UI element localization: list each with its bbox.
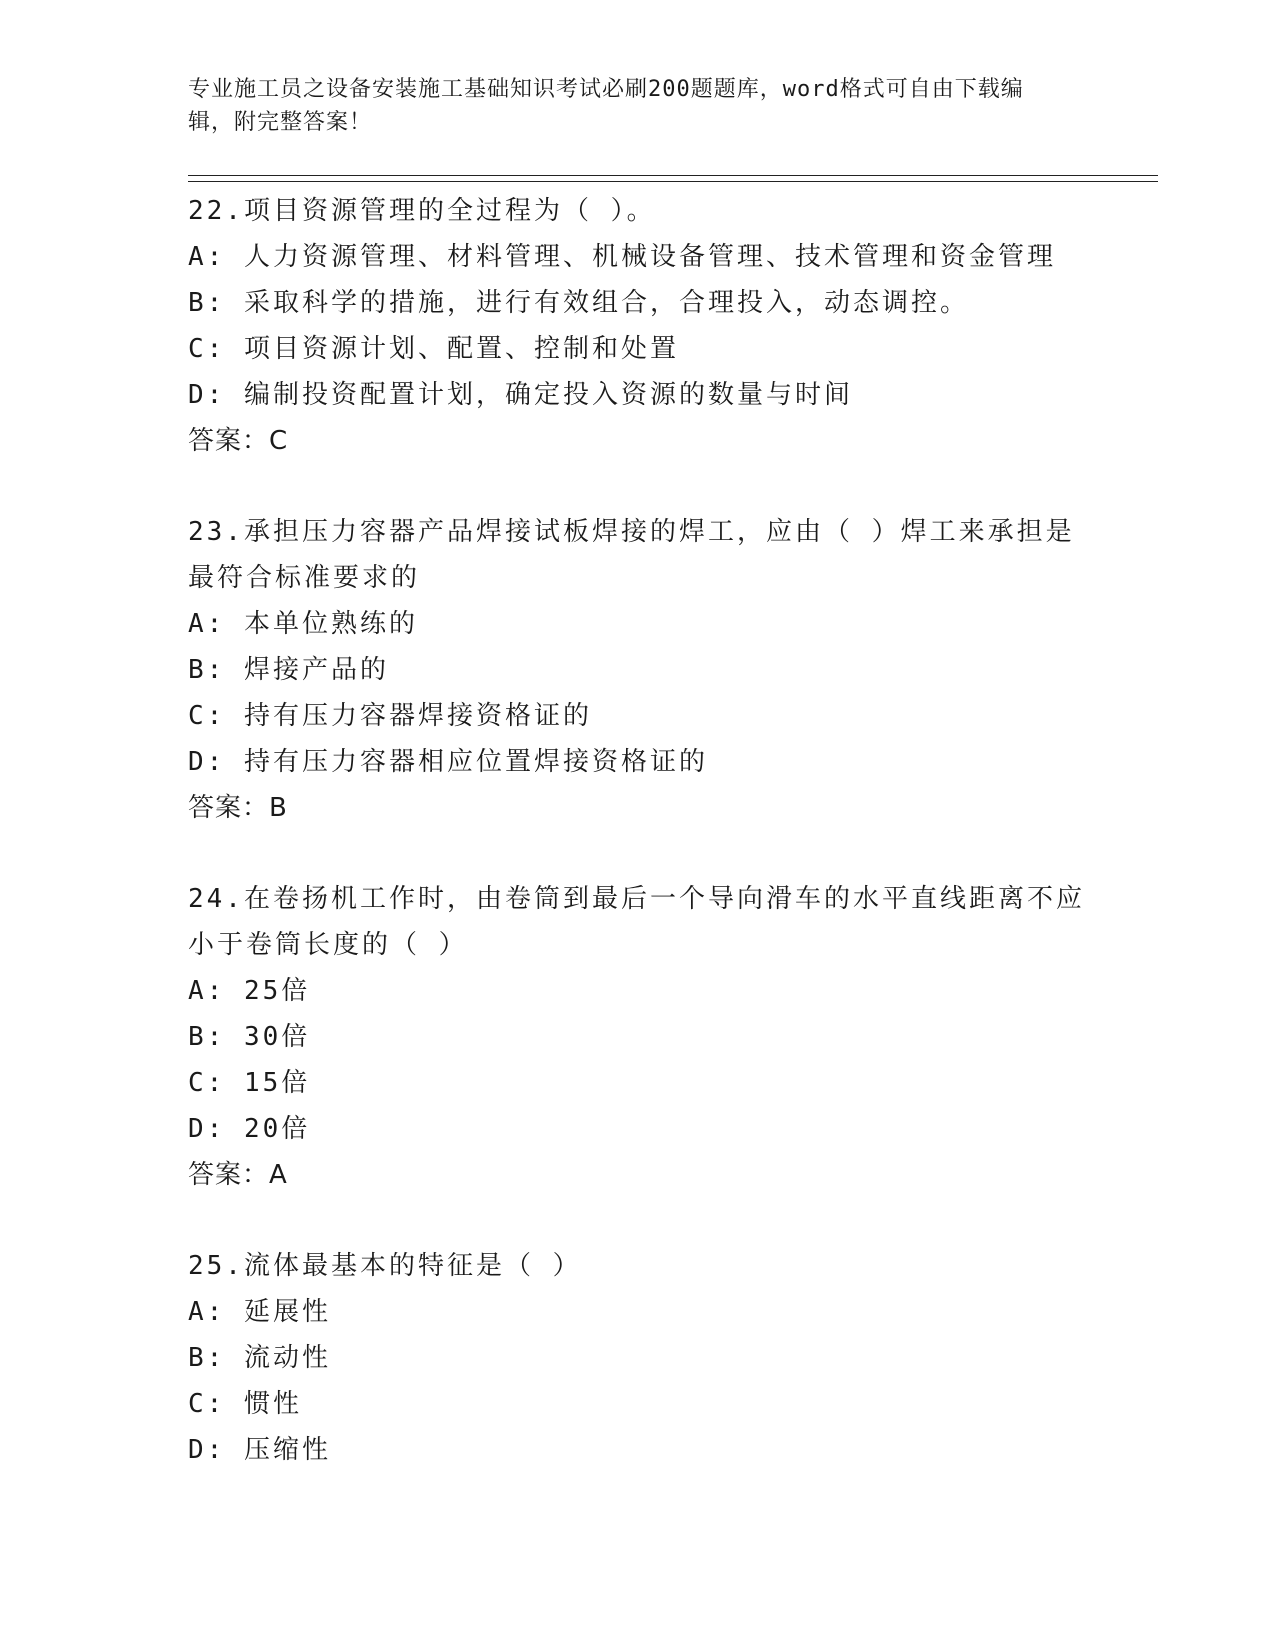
answer-line: 答案：A [188,1160,288,1190]
option-c: C: 15倍 [188,1068,311,1098]
option-d: D: 持有压力容器相应位置焊接资格证的 [188,747,708,777]
option-a: A: 本单位熟练的 [188,609,418,639]
question-25 [188,1243,1088,1473]
header-divider-top [188,175,1158,176]
spacer [188,831,1088,876]
option-d: D: 压缩性 [188,1435,331,1465]
question-list [188,188,1088,1473]
option-b: B: 30倍 [188,1022,311,1052]
spacer [188,1198,1088,1243]
option-d: D: 20倍 [188,1114,311,1144]
option-c: C: 惯性 [188,1389,302,1419]
question-22 [188,188,1088,464]
option-b: B: 焊接产品的 [188,655,389,685]
header-divider-bottom [188,181,1158,182]
option-a: A: 延展性 [188,1297,331,1327]
question-stem: 23.承担压力容器产品焊接试板焊接的焊工，应由（ ）焊工来承担是最符合标准要求的 [188,517,1075,593]
question-24 [188,876,1088,1198]
question-stem: 24.在卷扬机工作时，由卷筒到最后一个导向滑车的水平直线距离不应小于卷筒长度的（ ） [188,884,1085,960]
option-b: B: 采取科学的措施，进行有效组合，合理投入，动态调控。 [188,288,969,318]
option-d: D: 编制投资配置计划，确定投入资源的数量与时间 [188,380,853,410]
document-header: 专业施工员之设备安装施工基础知识考试必刷200题题库，word格式可自由下载编辑，附完整答案！ [188,77,1024,135]
question-stem: 22.项目资源管理的全过程为（ ）。 [188,196,656,226]
question-stem: 25.流体最基本的特征是（ ） [188,1251,582,1281]
spacer [188,464,1088,509]
answer-line: 答案：C [188,426,289,456]
answer-line: 答案：B [188,793,288,823]
option-a: A: 人力资源管理、材料管理、机械设备管理、技术管理和资金管理 [188,242,1056,272]
option-c: C: 项目资源计划、配置、控制和处置 [188,334,679,364]
option-a: A: 25倍 [188,976,311,1006]
question-23 [188,509,1088,831]
option-c: C: 持有压力容器焊接资格证的 [188,701,592,731]
option-b: B: 流动性 [188,1343,331,1373]
